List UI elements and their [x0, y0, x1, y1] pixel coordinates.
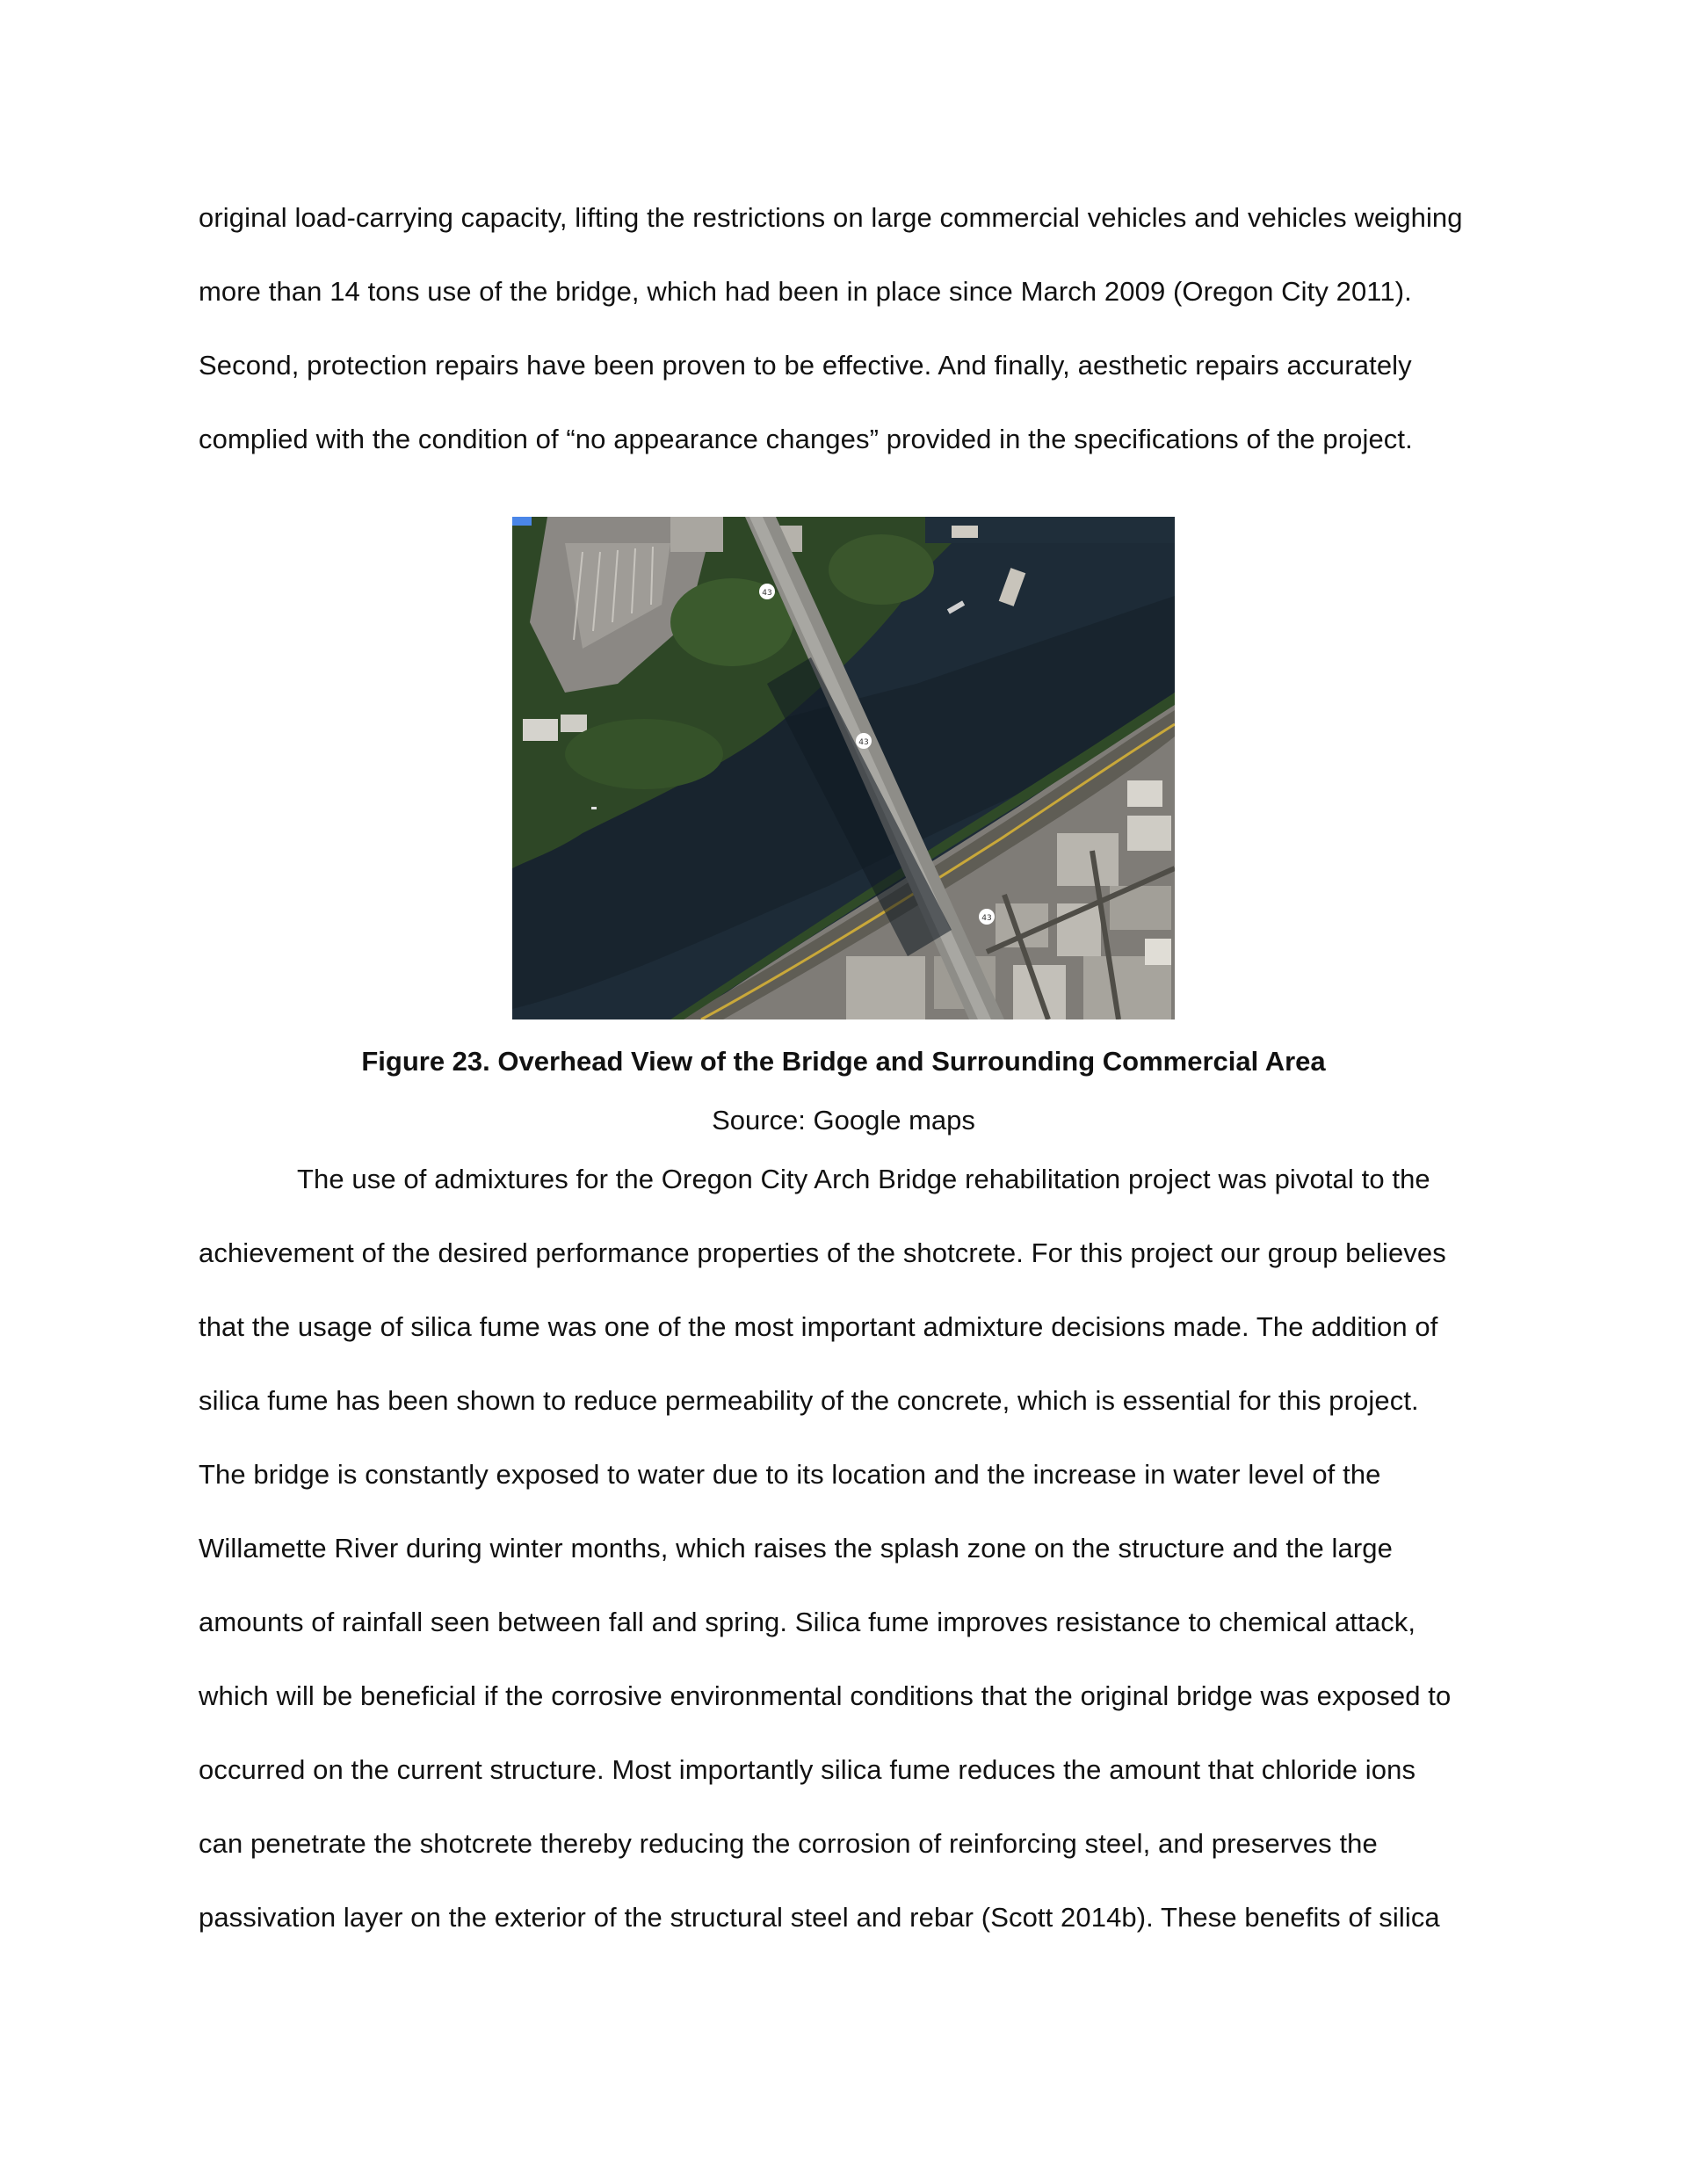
aerial-map-image [512, 517, 1175, 1019]
paragraph-line: that the usage of silica fume was one of the most important admixture decisions made. The addition of [199, 1311, 1438, 1342]
paragraph-line: more than 14 tons use of the bridge, which had been in place since March 2009 (Oregon City 2011). [199, 276, 1412, 307]
paragraph-line: Willamette River during winter months, which raises the splash zone on the structure and the large [199, 1533, 1393, 1564]
route-marker-label: 43 [762, 589, 772, 598]
route-marker-label: 43 [858, 738, 869, 747]
paragraph-line: silica fume has been shown to reduce permeability of the concrete, which is essential for this project. [199, 1385, 1419, 1416]
paragraph-line: Second, protection repairs have been proven to be effective. And finally, aesthetic repairs accurately [199, 350, 1412, 381]
route-marker-label: 43 [981, 914, 992, 923]
paragraph-line: which will be beneficial if the corrosive environmental conditions that the original bridge was exposed to [199, 1680, 1452, 1711]
paragraph-line: amounts of rainfall seen between fall and spring. Silica fume improves resistance to chemical attack, [199, 1607, 1416, 1637]
paragraph-line: The bridge is constantly exposed to water due to its location and the increase in water level of the [199, 1459, 1381, 1490]
paragraph-line: The use of admixtures for the Oregon City Arch Bridge rehabilitation project was pivotal to the [297, 1164, 1430, 1194]
figure-caption: Figure 23. Overhead View of the Bridge and Surrounding Commercial Area [361, 1046, 1326, 1077]
paragraph-line: can penetrate the shotcrete thereby reducing the corrosion of reinforcing steel, and preserves the [199, 1828, 1378, 1859]
paragraph-line: passivation layer on the exterior of the structural steel and rebar (Scott 2014b). These benefits of silica [199, 1902, 1440, 1933]
figure-source: Source: Google maps [712, 1105, 975, 1136]
paragraph-line: achievement of the desired performance properties of the shotcrete. For this project our group believes [199, 1237, 1446, 1268]
paragraph-line: occurred on the current structure. Most importantly silica fume reduces the amount that chloride ions [199, 1754, 1416, 1785]
aerial-map-graphic [512, 517, 1175, 1019]
paragraph-line: original load-carrying capacity, lifting the restrictions on large commercial vehicles and vehicles weighing [199, 202, 1463, 233]
paragraph-line: complied with the condition of “no appearance changes” provided in the specifications of the project. [199, 424, 1413, 454]
